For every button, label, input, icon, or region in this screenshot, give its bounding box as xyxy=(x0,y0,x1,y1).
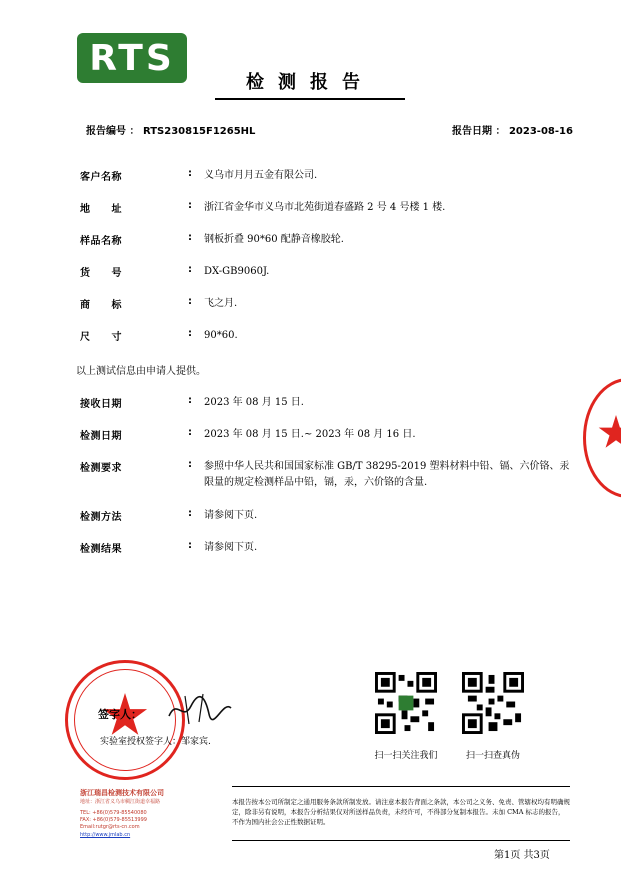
company-address: 地址：浙江省义乌市稠江街道幸福路 xyxy=(80,799,161,805)
company-logo xyxy=(77,33,187,83)
test-label: 检测方法 xyxy=(80,512,122,523)
field-label: 客户名称 xyxy=(80,172,122,183)
field-colon: : xyxy=(188,395,192,406)
test-row xyxy=(80,427,580,443)
field-row xyxy=(80,296,580,312)
company-tel: TEL: +86(0)579-85540080 xyxy=(80,810,147,816)
field-label: 商 标 xyxy=(80,300,122,311)
report-number: 报告编号 ： RTS230815F1265HL xyxy=(86,126,256,137)
disclaimer-divider xyxy=(232,786,570,787)
logo-text: RTS xyxy=(89,37,175,79)
disclaimer-text: 本报告按本公司所制定之通用服务条款所制发放。请注意本报告背面之条款，本公司之义务、免责、管辖权均有明确规定，除非另有说明，本报告分析结果仅对所送样品负责，未经许可，不得部分复制本报告。未加 CMA 标志的报告，不作为国内社会公正性数据证明。 xyxy=(232,798,570,826)
field-value: 浙江省金华市义乌市北苑街道春盛路 2 号 4 号楼 1 楼. xyxy=(204,202,446,213)
field-label: 样品名称 xyxy=(80,236,122,247)
side-seal-stamp xyxy=(583,378,621,498)
field-colon: : xyxy=(188,328,192,339)
field-value: 90*60. xyxy=(204,330,238,341)
approver-line: 实验室授权签字人：邹家宾. xyxy=(100,737,211,747)
test-value: 2023 年 08 月 15 日. xyxy=(204,397,304,408)
field-colon: : xyxy=(188,264,192,275)
report-date-value: 2023-08-16 xyxy=(508,126,573,137)
qr-verify-caption: 扫一扫查真伪 xyxy=(465,751,520,761)
company-url-link[interactable]: http://www.jmlab.cn xyxy=(80,832,131,838)
field-row xyxy=(80,168,580,184)
company-fax: FAX: +86(0)579-85513999 xyxy=(80,817,147,823)
field-colon: : xyxy=(188,427,192,438)
test-label: 检测要求 xyxy=(80,463,122,474)
company-email: Email:rutgr@rts-cn.com xyxy=(80,824,140,830)
test-row xyxy=(80,540,580,556)
field-row xyxy=(80,200,580,216)
seal-star-icon xyxy=(598,415,621,451)
test-label: 接收日期 xyxy=(80,399,122,410)
field-row xyxy=(80,328,580,344)
test-label: 检测结果 xyxy=(80,544,122,555)
field-colon: : xyxy=(188,200,192,211)
info-note: 以上测试信息由申请人提供。 xyxy=(76,366,206,377)
page-number: 第1页 共3页 xyxy=(494,850,550,861)
field-value: 钢板折叠 90*60 配静音橡胶轮. xyxy=(204,234,344,245)
footer-divider xyxy=(232,840,570,841)
report-date: 报告日期 ： 2023-08-16 xyxy=(452,126,573,137)
field-colon: : xyxy=(188,232,192,243)
handwritten-signature xyxy=(165,688,235,728)
qr-verify-icon xyxy=(462,672,524,734)
test-value: 参照中华人民共和国国家标准 GB/T 38295-2019 塑料材料中铅、镉、六价铬、汞限量的规定检测样品中铅，镉，汞，六价铬的含量. xyxy=(204,461,570,488)
field-value: 飞之月. xyxy=(204,298,238,309)
test-row xyxy=(80,395,580,411)
test-value: 请参阅下页. xyxy=(204,510,258,521)
page-title: 检测报告 xyxy=(215,68,405,100)
field-label: 地 址 xyxy=(80,204,122,215)
company-name: 浙江瑞昌检测技术有限公司 xyxy=(80,789,164,797)
signature-label: 签字人： xyxy=(98,708,142,721)
field-value: 义乌市月月五金有限公司. xyxy=(204,170,318,181)
test-row xyxy=(80,508,580,524)
test-row xyxy=(80,459,570,491)
test-value: 请参阅下页. xyxy=(204,542,258,553)
field-colon: : xyxy=(188,540,192,551)
qr-follow-icon xyxy=(375,672,437,734)
field-label: 货 号 xyxy=(80,268,122,279)
field-colon: : xyxy=(188,508,192,519)
report-date-label: 报告日期 xyxy=(452,126,492,137)
report-number-label: 报告编号 xyxy=(86,126,126,137)
report-number-value: RTS230815F1265HL xyxy=(142,126,256,137)
field-colon: : xyxy=(188,168,192,179)
field-label: 尺 寸 xyxy=(80,332,122,343)
field-colon: : xyxy=(188,296,192,307)
field-row xyxy=(80,232,580,248)
field-colon: : xyxy=(188,459,192,470)
test-value: 2023 年 08 月 15 日.~ 2023 年 08 月 16 日. xyxy=(204,429,416,440)
qr-follow-caption: 扫一扫关注我们 xyxy=(374,751,438,761)
field-value: DX-GB9060J. xyxy=(204,266,270,277)
field-row xyxy=(80,264,580,280)
test-label: 检测日期 xyxy=(80,431,122,442)
